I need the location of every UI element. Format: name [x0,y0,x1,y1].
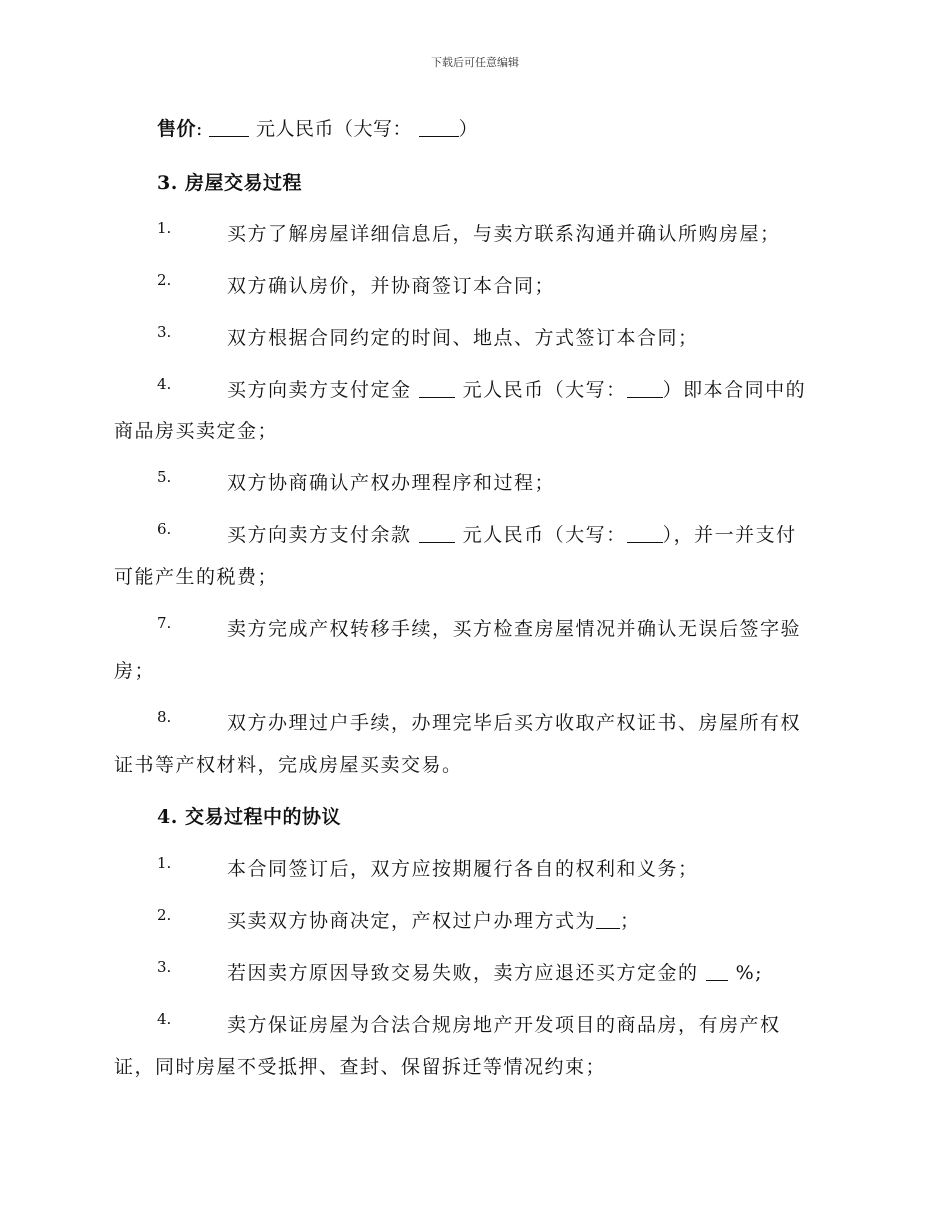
price-row [157,114,478,141]
balance-uppercase-blank [627,524,663,543]
price-label: 售价 [157,118,197,140]
transfer-method-blank [596,910,620,929]
price-blank [209,118,249,137]
balance-blank [419,524,455,543]
page-header: 下载后可任意编辑 [431,56,519,69]
price-close: ） [458,118,479,140]
price-uppercase-blank [419,118,459,137]
refund-percent-blank [706,962,728,981]
deposit-uppercase-blank [627,379,663,398]
price-colon: : [196,118,203,140]
deposit-blank [419,379,455,398]
price-currency: 元人民币（大写： [256,118,413,140]
